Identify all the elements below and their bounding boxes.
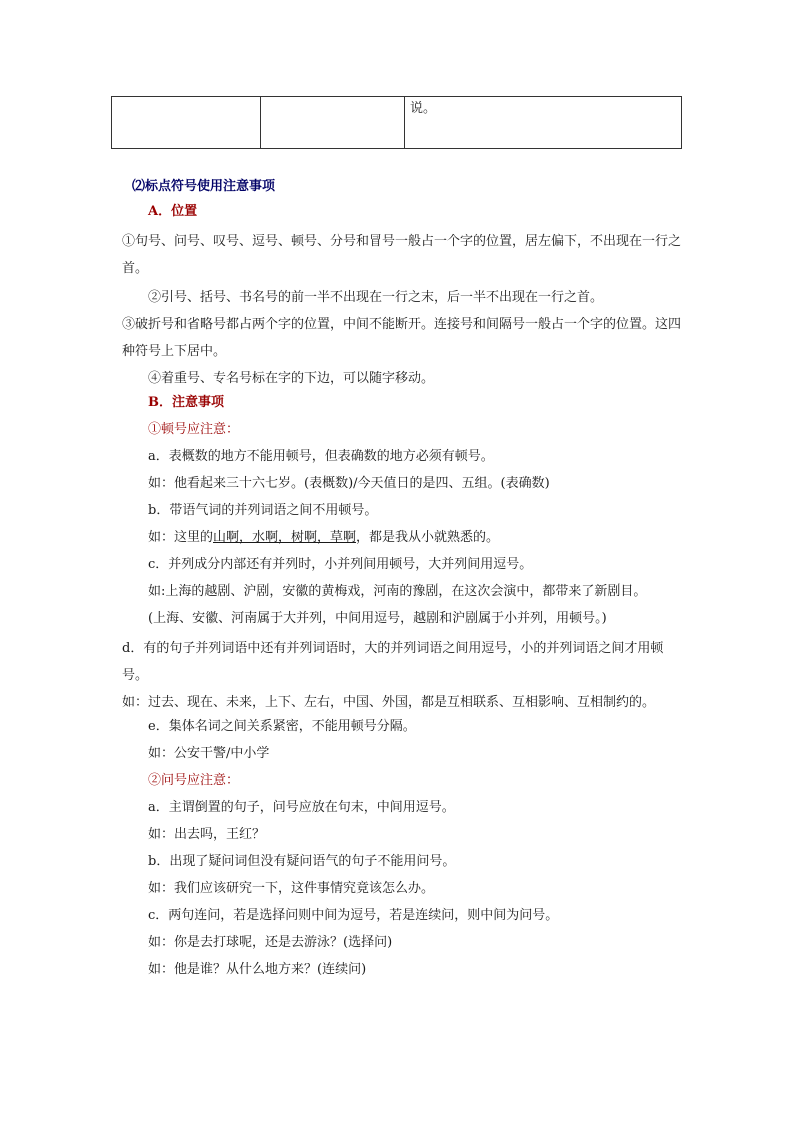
example-item: (上海、安徽、河南属于大并列，中间用逗号，越剧和沪剧属于小并列，用顿号。) [148,611,607,626]
example-item: 如：公安干警/中小学 [148,746,270,761]
example-item: 如：过去、现在、未来，上下、左右，中国、外国，都是互相联系、互相影响、互相制约的。 [122,695,656,710]
table-cell [112,97,261,149]
paragraph: ②引号、括号、书名号的前一半不出现在一行之末，后一半不出现在一行之首。 [148,290,604,305]
example-suffix: ，都是我从小就熟悉的。 [356,530,500,545]
rule-item: d．有的句子并列词语中还有并列词语时，大的并列词语之间用逗号，小的并列词语之间才用顿号。 [122,641,664,683]
part-b-heading: B．注意事项 [148,395,224,410]
example-item [122,527,682,549]
section-heading: ⑵标点符号使用注意事项 [132,179,276,194]
example-item: 如:上海的越剧、沪剧，安徽的黄梅戏，河南的豫剧，在这次会演中，都带来了新剧目。 [148,584,647,599]
dunhao-heading: ①顿号应注意： [148,422,240,437]
paragraph: ①句号、问号、叹号、逗号、顿号、分号和冒号一般占一个字的位置，居左偏下，不出现在一行之首。 [122,234,682,276]
example-prefix: 如：这里的 [148,530,214,545]
wenhao-heading: ②问号应注意： [148,773,240,788]
example-item: 如：你是去打球呢，还是去游泳？(选择问) [148,935,393,950]
rule-item: c．两句连问，若是选择问则中间为逗号，若是连续问，则中间为问号。 [148,908,559,923]
example-item: 如：我们应该研究一下，这件事情究竟该怎么办。 [148,881,435,896]
rule-item: e．集体名词之间关系紧密，不能用顿号分隔。 [148,719,416,734]
rule-item: a．主谓倒置的句子，问号应放在句末，中间用逗号。 [148,800,455,815]
underlined-phrase: 山啊，水啊，树啊，草啊 [213,530,357,545]
main-content [122,176,682,986]
rule-item: b．出现了疑问词但没有疑问语气的句子不能用问号。 [148,854,456,869]
rule-item: a．表概数的地方不能用顿号，但表确数的地方必须有顿号。 [148,449,494,464]
paragraph: ④着重号、专名号标在字的下边，可以随字移动。 [148,371,435,386]
part-a-heading: A．位置 [148,204,198,219]
example-item: 如：他看起来三十六七岁。(表概数)/今天值日的是四、五组。(表确数) [148,476,550,491]
rule-item: b．带语气词的并列词语之间不用顿号。 [148,503,378,518]
rule-item: c．并列成分内部还有并列时，小并列间用顿号，大并列间用逗号。 [148,557,533,572]
top-table [111,96,682,149]
table-cell: 说。 [405,97,682,149]
example-item: 如：出去吗，王红？ [148,827,266,842]
table-cell [261,97,405,149]
paragraph: ③破折号和省略号都占两个字的位置，中间不能断开。连接号和间隔号一般占一个字的位置。这四种符号上下居中。 [122,317,682,359]
example-item: 如：他是谁？从什么地方来？(连续问) [148,962,367,977]
table-row [112,97,682,149]
